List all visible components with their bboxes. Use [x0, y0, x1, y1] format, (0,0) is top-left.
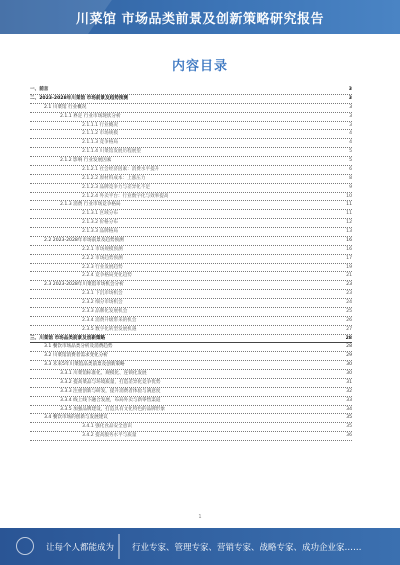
toc-entry-title: 3.3.1 川菜馆标准化、规模化、连锁化发展 [60, 371, 147, 376]
toc-entry[interactable] [30, 184, 352, 193]
table-of-contents [30, 86, 352, 441]
logo-icon [16, 537, 34, 555]
toc-entry-page: 10 [346, 193, 352, 199]
toc-entry-page: 3 [348, 87, 352, 92]
toc-entry-title: 二、2023-2028年川菜馆 市场前景及趋势预测 [30, 95, 128, 101]
toc-entry[interactable] [30, 157, 352, 166]
toc-entry-title: 2.1.2.3 品牌竞争力与差异化不足 [82, 184, 151, 190]
toc-entry-title: 2.3.4 消费升级带来的机会 [82, 317, 137, 323]
toc-entry-page: 3 [349, 122, 352, 128]
toc-entry[interactable] [30, 130, 352, 139]
toc-entry-page: 13 [346, 229, 352, 234]
toc-entry-title: 3.1 餐饮市场品类分析及消费趋势 [44, 344, 113, 350]
toc-entry-title: 3.3 未来5年川菜馆品类前景及创新策略 [44, 362, 125, 368]
toc-entry-page: 30 [346, 371, 352, 376]
toc-entry[interactable] [30, 113, 352, 122]
toc-entry-title: 2.1 川菜馆 行业概况 [44, 104, 87, 110]
toc-entry-title: 2.3.3 品牌化发展机会 [82, 308, 128, 314]
toc-entry-page: 30 [346, 362, 352, 368]
toc-entry-title: 2.2.3 行业发展趋势 [82, 264, 123, 270]
toc-entry-page: 4 [349, 131, 352, 137]
toc-heading: 内容目录 [171, 59, 228, 74]
toc-entry-page: 34 [346, 406, 352, 412]
toc-entry-page: 21 [346, 273, 352, 279]
toc-entry[interactable] [30, 352, 352, 361]
toc-entry[interactable] [30, 361, 352, 370]
toc-entry[interactable] [30, 264, 352, 273]
toc-entry[interactable] [30, 228, 352, 237]
toc-entry[interactable] [30, 343, 352, 352]
toc-entry[interactable] [30, 423, 352, 432]
toc-entry[interactable] [30, 335, 352, 344]
toc-entry[interactable] [30, 255, 352, 264]
toc-entry-page: 32 [346, 388, 352, 394]
toc-entry-title: 2.3.1 下沉市场机会 [82, 291, 123, 297]
toc-entry-title: 2.2.1 市场规模预测 [82, 246, 123, 252]
toc-entry-page: 31 [346, 379, 352, 385]
toc-entry[interactable] [30, 326, 352, 335]
toc-entry[interactable] [30, 317, 352, 326]
toc-entry-title: 2.2.4 竞争格局变化趋势 [82, 273, 132, 279]
toc-entry[interactable] [30, 139, 352, 148]
toc-entry[interactable] [30, 272, 352, 281]
toc-entry-title: 2.1.3.2 价格分布 [82, 220, 118, 226]
toc-entry-page: 8 [349, 175, 352, 181]
toc-entry-page: 16 [346, 246, 352, 252]
toc-entry-title: 2.1.1.1 行业概况 [82, 122, 118, 128]
toc-entry-title: 2.3.5 数字化转型发展机遇 [82, 326, 137, 332]
toc-entry-page: 6 [349, 166, 352, 172]
toc-entry-page: 4 [349, 140, 352, 146]
toc-entry[interactable] [30, 397, 352, 406]
toc-entry-title: 2.1.2 影响 行业发展因素 [60, 158, 112, 163]
toc-entry[interactable] [30, 219, 352, 228]
toc-entry-title: 3.3.4 线上线下融合发展，布局外卖与新零售渠道 [60, 397, 161, 403]
toc-entry-page: 29 [346, 353, 352, 359]
report-title: 川菜馆 市场品类前景及创新策略研究报告 [75, 12, 325, 27]
toc-entry-page: 3 [349, 113, 352, 119]
toc-entry-page: 17 [346, 255, 352, 261]
toc-entry-title: 2.1.1.2 市场规模 [82, 131, 118, 137]
toc-entry-title: 2.3.2 细分市场机会 [82, 300, 123, 305]
toc-entry-title: 2.1.3.3 品牌格局 [82, 229, 118, 234]
toc-entry-title: 3.3.3 注重创新与研发，提升消费者体验与满意度 [60, 388, 161, 394]
toc-entry-title: 3.3.2 提高菜品与环境质量，打造差异化竞争优势 [60, 379, 161, 385]
toc-entry-title: 3.4.2 提高服务水平与质量 [82, 433, 137, 439]
toc-entry-page: 5 [349, 149, 352, 155]
toc-entry-title: 2.1.1.4 川菜馆发展历程展望 [82, 149, 141, 155]
footer-divider [118, 534, 120, 559]
toc-entry[interactable] [30, 432, 352, 441]
toc-entry[interactable] [30, 237, 352, 246]
toc-entry-page: 28 [345, 335, 352, 341]
toc-entry[interactable] [30, 406, 352, 415]
toc-entry-page: 16 [346, 237, 352, 243]
toc-entry-title: 2.1.3.1 区域分布 [82, 211, 118, 217]
toc-entry-page: 28 [346, 344, 352, 350]
toc-entry-page: 11 [346, 202, 352, 208]
toc-entry-page: 25 [346, 308, 352, 314]
toc-entry[interactable] [30, 246, 352, 255]
toc-entry-page: 11 [346, 211, 352, 217]
toc-entry-title: 3.4.1 强化食品安全意识 [82, 424, 132, 430]
toc-entry[interactable] [30, 414, 352, 423]
toc-entry-title: 三、川菜馆 市场品类前景及创新策略 [30, 335, 106, 341]
toc-entry-title: 2.1.2.4 外卖平台：行业数字化与效率提高 [82, 193, 169, 199]
footer-slogan: 让每个人都能成为 [46, 543, 115, 553]
toc-entry-title: 2.1.1.3 竞争格局 [82, 140, 118, 146]
toc-entry[interactable] [30, 370, 352, 379]
toc-entry-page: 3 [348, 95, 352, 101]
toc-entry[interactable] [30, 148, 352, 157]
toc-entry-title: 3.2 川菜馆消费者需求变化分析 [44, 353, 108, 359]
toc-entry[interactable] [30, 193, 352, 202]
toc-entry-title: 2.3 2023-2028年川菜馆市场机会分析 [44, 282, 124, 288]
toc-entry[interactable] [30, 104, 352, 113]
toc-entry-page: 35 [346, 424, 352, 430]
toc-entry-title: 2.2 2023-2028年市场前景及趋势预测 [44, 237, 124, 243]
toc-entry-page: 26 [346, 317, 352, 323]
footer-tagline: 行业专家、管理专家、营销专家、战略专家、成功企业家…… [132, 543, 362, 553]
toc-entry-page: 9 [349, 184, 352, 190]
toc-entry-page: 3 [349, 104, 352, 110]
toc-entry[interactable] [30, 175, 352, 184]
toc-entry[interactable] [30, 201, 352, 210]
toc-entry-title: 2.1.3 消费 行业市场竞争格局 [60, 202, 121, 208]
toc-entry[interactable] [30, 388, 352, 397]
page-header [0, 0, 400, 34]
toc-entry[interactable] [30, 95, 352, 104]
toc-entry[interactable] [30, 308, 352, 317]
toc-entry-title: 2.1.2.2 原材料成本：上涨压力 [82, 175, 146, 181]
page-number: 1 [198, 514, 202, 520]
toc-entry[interactable] [30, 210, 352, 219]
toc-entry-page: 36 [346, 433, 352, 439]
toc-entry-page: 23 [346, 291, 352, 297]
toc-entry-page: 27 [346, 326, 352, 332]
toc-entry-title: 2.2.2 市场趋势预测 [82, 255, 123, 261]
toc-entry[interactable] [30, 299, 352, 308]
toc-entry-page: 35 [346, 415, 352, 421]
toc-entry-page: 19 [346, 264, 352, 270]
toc-entry-title: 2.1.2.1 社会经济因素：消费水平提升 [82, 166, 160, 172]
toc-entry-title: 一、前言 [30, 87, 49, 92]
toc-entry[interactable] [30, 86, 352, 95]
toc-entry[interactable] [30, 122, 352, 131]
toc-entry[interactable] [30, 281, 352, 290]
toc-entry-page: 5 [349, 158, 352, 163]
toc-entry[interactable] [30, 379, 352, 388]
toc-entry-title: 2.1.1 界定 行业市场现状分析 [60, 113, 121, 119]
toc-entry[interactable] [30, 166, 352, 175]
toc-entry-title: 3.3.5 加强品牌建设，打造具有文化特色的品牌形象 [60, 406, 166, 412]
toc-entry-page: 24 [346, 300, 352, 305]
toc-entry-page: 33 [346, 397, 352, 403]
toc-entry[interactable] [30, 290, 352, 299]
toc-entry-page: 23 [346, 282, 352, 288]
toc-entry-page: 12 [346, 220, 352, 226]
page-footer [0, 528, 400, 565]
toc-entry-title: 3.4 餐饮市场的创新与发展建议 [44, 415, 108, 421]
